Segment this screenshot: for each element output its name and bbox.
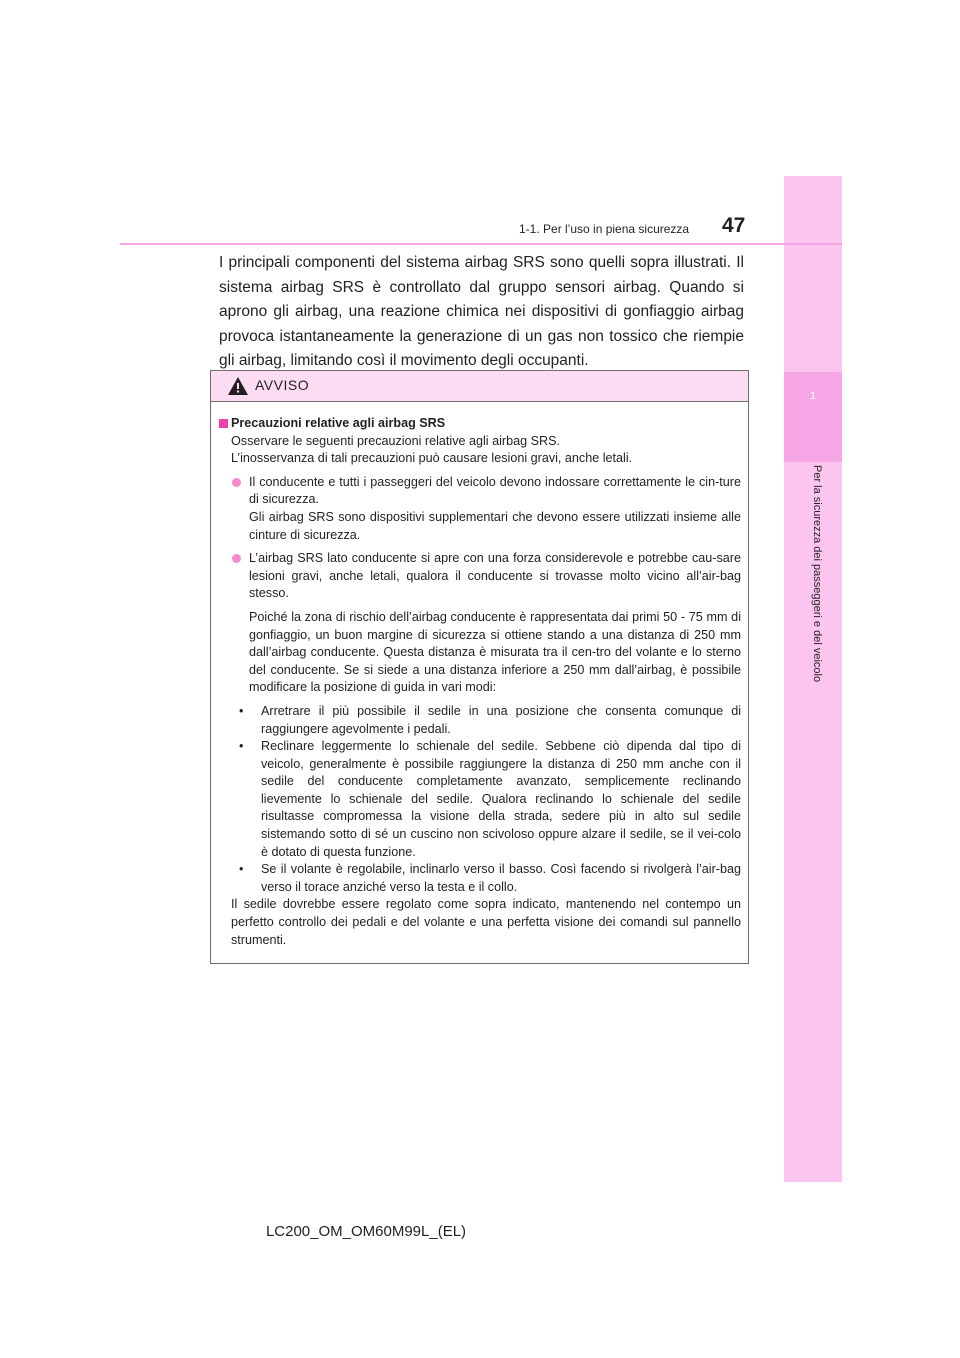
warning-box xyxy=(210,370,749,964)
dash-item: • Se il volante è regolabile, inclinarlo verso il basso. Così facendo si rivolgerà l’air-bag verso il torace anziché verso la testa e il collo. xyxy=(239,862,741,894)
dash-item: • Reclinare leggermente lo schienale del sedile. Sebbene ciò dipenda dal tipo di veicolo, generalmente è possibile raggiungere la distanza di 250 mm anche con il sedile del conducente completamente avanzato, semplicemente reclinando lievemente lo schienale del sedile. Qualora reclinando lo schienale del sedile risultasse compromessa la visione della strada, sedere più in alto sul sedile sistemando sotto di sé un cuscino non scivoloso oppure alzare il sedile, se il vei-colo è dotato di questa funzione. xyxy=(239,739,741,859)
chapter-number-tab xyxy=(784,372,842,462)
warning-triangle-icon xyxy=(227,376,249,396)
chapter-number: 1 xyxy=(809,390,817,402)
warning-closing: Il sedile dovrebbe essere regolato come sopra indicato, mantenendo nel contempo un perfetto controllo dei pedali e del volante e una perfetta visione dei comandi sul pannello strumenti. xyxy=(231,897,741,947)
warning-header xyxy=(211,371,748,402)
warning-lead-2: L’inosservanza di tali precauzioni può causare lesioni gravi, anche letali. xyxy=(231,451,633,466)
bullet-1-text-a: Il conducente e tutti i passeggeri del veicolo devono indossare correttamente le cin-ture di sicurezza. xyxy=(249,474,741,507)
bullet-2-text: L’airbag SRS lato conducente si apre con una forza considerevole e potrebbe cau-sare lesioni gravi, anche letali, qualora il conducente si trovasse molto vicino all’air-bag stesso. xyxy=(249,551,741,601)
warning-body xyxy=(219,415,741,949)
footer-code: LC200_OM_OM60M99L_(EL) xyxy=(265,1223,467,1240)
section-title: 1-1. Per l’uso in piena sicurezza xyxy=(519,222,690,236)
intro-paragraph: I principali componenti del sistema airbag SRS sono quelli sopra illustrati. Il sistema airbag SRS è controllato dal gruppo sensori airbag. Quando si aprono gli airbag, una reazione chimica nei dispositivi di gonfiaggio airbag provoca istantaneamente la generazione di un gas non tossico che riempie gli airbag, limitando così il movimento degli occupanti. xyxy=(219,254,744,370)
warning-section-title: Precauzioni relative agli airbag SRS xyxy=(231,416,446,430)
dash-item: • Arretrare il più possibile il sedile in una posizione che consenta comunque di raggiungere agevolmente i pedali. xyxy=(239,703,741,736)
warning-bullet-1 xyxy=(219,474,741,544)
circle-bullet-icon xyxy=(232,554,241,563)
dash-bullet: • xyxy=(239,703,244,718)
square-bullet-icon xyxy=(219,419,228,428)
warning-lead-1: Osservare le seguenti precauzioni relative agli airbag SRS. xyxy=(231,433,561,448)
warning-bullet-2 xyxy=(219,550,741,603)
warning-section-heading xyxy=(219,415,741,433)
header-rule xyxy=(120,243,842,245)
dash-bullet: • xyxy=(239,862,244,877)
bullet-2-detail: Poiché la zona di rischio dell’airbag conducente è rappresentata dai primi 50 - 75 mm di gonfiaggio, un buon margine di sicurezza si ottiene stando a una distanza di 250 mm dall’airbag conducente. Questa distanza è misurata tra il cen-tro del volante e lo sterno del conducente. Se si siede a una distanza inferiore a 250 mm dall’airbag, è possibile modificare la posizione di guida in vari modi: xyxy=(249,609,741,695)
warning-title: AVVISO xyxy=(255,377,310,393)
chapter-title: Per la sicurezza dei passeggeri e del veicolo xyxy=(811,465,823,683)
dash-list xyxy=(219,703,741,897)
dash-bullet: • xyxy=(239,739,244,754)
bullet-1-text-b: Gli airbag SRS sono dispositivi supplementari che devono essere utilizzati insieme alle cinture di sicurezza. xyxy=(249,509,741,542)
circle-bullet-icon xyxy=(232,478,241,487)
page-number: 47 xyxy=(722,214,746,237)
